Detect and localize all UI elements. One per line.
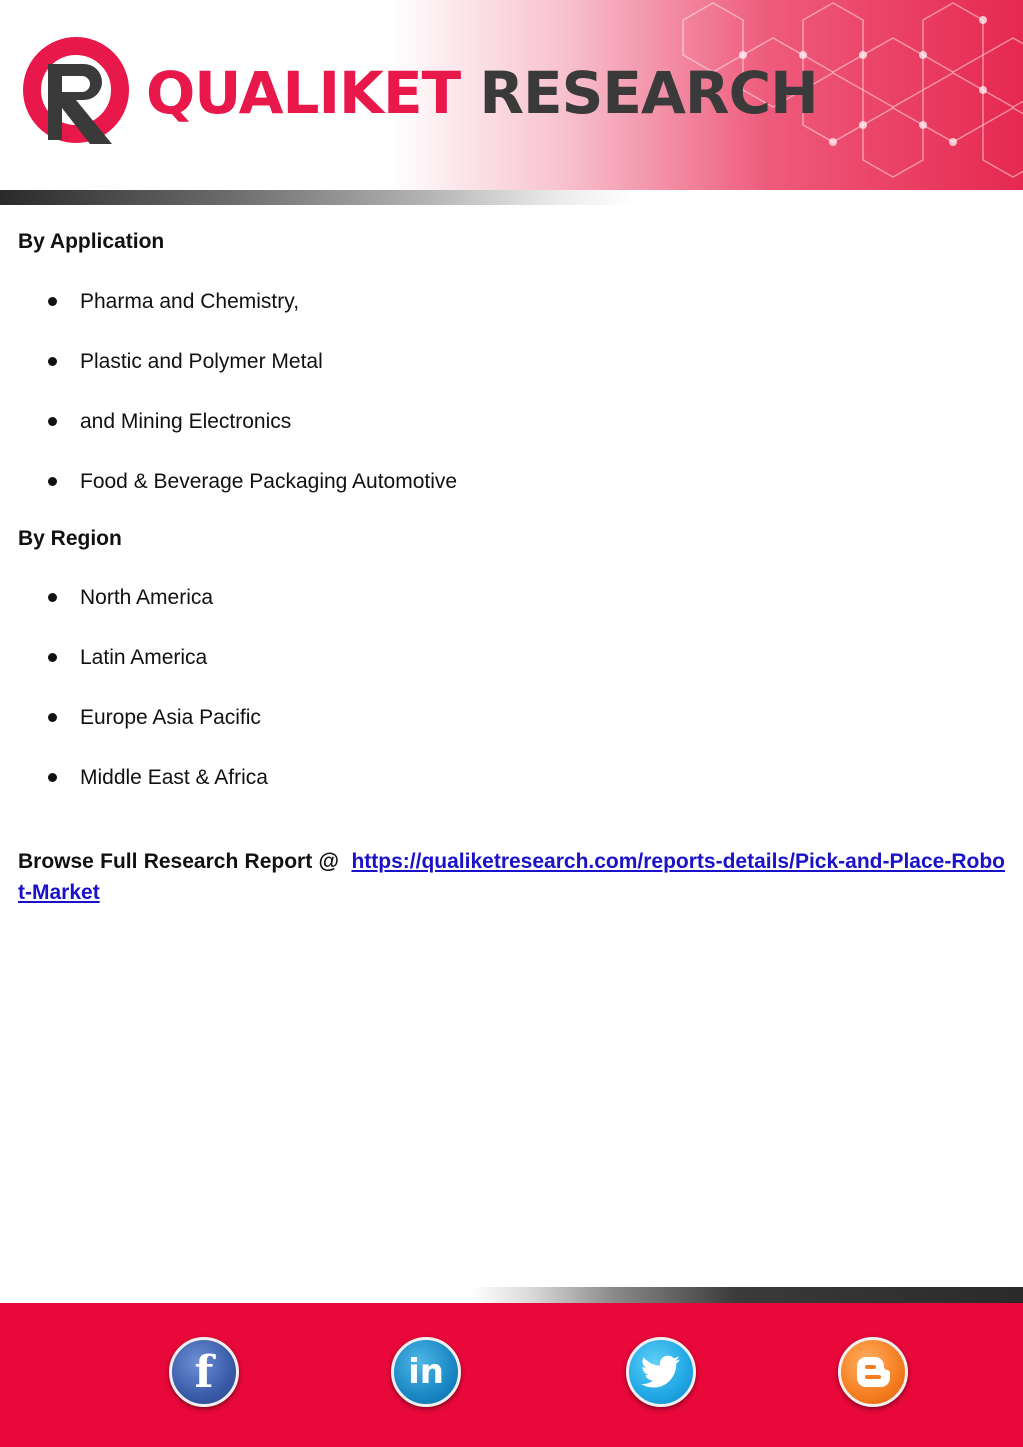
bullet-icon xyxy=(48,713,57,722)
twitter-bird-icon xyxy=(641,1355,681,1389)
bullet-icon xyxy=(48,357,57,366)
browse-report-paragraph xyxy=(18,846,1005,908)
bullet-icon xyxy=(48,297,57,306)
list-item xyxy=(46,289,746,315)
report-link[interactable]: https://qualiketresearch.com/reports-details/Pick-and-Place-Robot-Market xyxy=(18,850,1005,904)
twitter-icon[interactable] xyxy=(626,1337,696,1407)
list-item xyxy=(46,705,746,731)
list-item xyxy=(46,409,746,435)
list-item xyxy=(46,469,746,495)
blogger-b-icon xyxy=(856,1355,890,1389)
brand-name xyxy=(146,58,818,128)
brand-word-research: RESEARCH xyxy=(479,59,818,127)
list-item-text: Middle East & Africa xyxy=(80,766,268,789)
list-item-text: Food & Beverage Packaging Automotive xyxy=(80,470,458,493)
bullet-icon xyxy=(48,773,57,782)
browse-label: Browse Full Research Report @ xyxy=(18,850,339,873)
footer-divider xyxy=(0,1287,1023,1303)
qualiket-logo-icon xyxy=(20,30,136,150)
bullet-icon xyxy=(48,653,57,662)
bullet-icon xyxy=(48,477,57,486)
list-item-text: Pharma and Chemistry, xyxy=(80,290,300,313)
list-item xyxy=(46,585,746,611)
list-item-text: North America xyxy=(80,586,214,609)
list-item xyxy=(46,765,746,791)
header-divider xyxy=(0,190,1023,205)
list-item xyxy=(46,349,746,375)
list-item-text: and Mining Electronics xyxy=(80,410,292,433)
list-item-text: Europe Asia Pacific xyxy=(80,706,261,729)
section-title-application: By Application xyxy=(18,230,165,253)
bullet-icon xyxy=(48,593,57,602)
facebook-glyph: f xyxy=(194,1346,214,1398)
facebook-icon[interactable] xyxy=(169,1337,239,1407)
page-header xyxy=(0,0,1023,190)
bullet-icon xyxy=(48,417,57,426)
list-item-text: Latin America xyxy=(80,646,208,669)
linkedin-icon[interactable] xyxy=(391,1337,461,1407)
brand-word-qualiket: QUALIKET xyxy=(146,59,461,127)
page-footer xyxy=(0,1303,1023,1447)
list-item-text: Plastic and Polymer Metal xyxy=(80,350,323,373)
list-item xyxy=(46,645,746,671)
blogger-icon[interactable] xyxy=(838,1337,908,1407)
linkedin-glyph: in xyxy=(408,1352,444,1392)
section-title-region: By Region xyxy=(18,527,122,550)
